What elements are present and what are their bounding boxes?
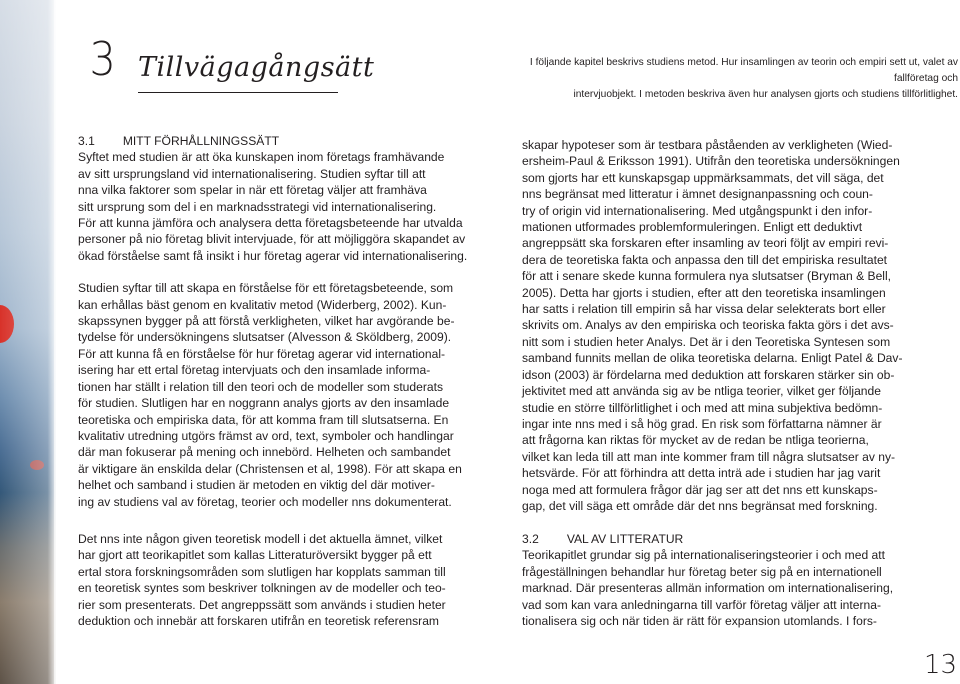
right-column-lower [522,531,932,629]
text-line: skapssynen bygger på att förstå verkligheten, vilket har avgörande be- [78,314,455,329]
text-line: tydelse för undersökningens slutsatser (Alvesson & Sköldberg, 2009). [78,330,452,345]
text-line: en teoretisk syntes som beskriver tolkningen av de modeller och teo- [78,581,446,596]
text-line: angreppsätt ska forskaren efter insamling av teori följt av empiri revi- [522,236,889,251]
text-line: try of origin vid internationalisering. Med utgångspunkt i den infor- [522,203,873,218]
text-line: ingar inte nns med i så hög grad. En risk som författarna nämner är [522,416,882,431]
left-column-lower [78,531,480,629]
text-line: teoretiska och empiriska data, för att komma fram till slutsatserna. En [78,412,449,427]
chapter-intro [506,55,958,103]
text-line: rier som presenterats. Det angreppssätt som används i studien heter [78,597,446,612]
text-line: ersheim-Paul & Eriksson 1991). Utifrån den teoretiska undersökningen [522,154,900,169]
section-heading [78,133,480,149]
text-line: ertal stora forskningsområden som slutligen har kopplats samman till [78,564,446,579]
text-line: tionalisera sig och när tiden är rätt för expansion utomlands. I fors- [522,614,877,629]
text-line: av sitt ursprungsland vid internationalisering. Studien syftar till att [78,166,426,181]
text-line: Det nns inte någon given teoretisk modell i det aktuella ämnet, vilket [78,532,443,546]
text-line: ökad förståelse samt få insikt i hur företag agerar vid internationalisering. [78,248,468,263]
text-line: där man fokuserar på mening och innebörd. Helheten och sambandet [78,445,451,460]
text-line: sitt ursprung som del i en marknadsstrategi vid internationalisering. [78,199,437,214]
page-number: 13 [924,650,958,680]
text-line: För att kunna få en förståelse för hur företag agerar vid international- [78,346,446,361]
right-column [522,137,932,514]
text-line: samband funnits mellan de olika teoretiska delarna. Enligt Patel & Dav- [522,351,903,366]
text-line: för studien. Slutligen har en noggrann analys gjorts av den insamlade [78,396,450,411]
text-line: har gjort att teorikapitlet som kallas Litteraturöversikt bygger på ett [78,548,432,563]
text-line: 2005). Detta har gjorts i studien, efter att den teoretiska insamlingen [522,285,886,300]
left-column [78,133,480,510]
section-number: 3.2 [522,532,539,546]
text-line: idson (2003) är fördelarna med deduktion att forskaren stärker sin ob- [522,367,895,382]
decorative-photo-strip [0,0,56,684]
text-line: nns begränsat med litteratur i ämnet designanpassning och coun- [522,187,873,202]
text-line: kan erhållas bäst genom en kvalitativ metod (Widerberg, 2002). Kun- [78,297,447,312]
section-number: 3.1 [78,134,95,148]
photo-fade-edge [54,0,76,684]
text-line: har satts i relation till empirin så har vissa delar selekterats bort eller [522,302,886,317]
chapter-title: Tillvägagångsätt [138,52,375,83]
text-line: att frågorna kan riktas för mycket av de redan be ntliga teorierna, [522,433,869,448]
text-line: studie en större tillförlitlighet i och med att mina subjektiva bedömn- [522,400,883,415]
text-line: är viktigare än enskilda delar (Christensen et al, 1998). För att skapa en [78,461,462,476]
text-line: marknad. Där presenteras allmän information om internationalisering, [522,581,894,596]
text-line: mationen utformades problemformuleringen. Enligt ett deduktivt [522,220,863,235]
text-line: Syftet med studien är att öka kunskapen inom företags framhävande [78,150,445,165]
text-line: dera de teoretiska fakta och anpassa den till det empiriska resultatet [522,252,888,267]
text-line: för att i senare skede kunna formulera nya slutsatser (Bryman & Bell, [522,269,892,284]
section-title: MITT FÖRHÅLLNINGSSÄTT [122,134,280,148]
chapter-title-underline [138,92,338,93]
text-line: personer på nio företag blivit intervjuade, för att möjliggöra skapandet av [78,232,466,247]
text-line: deduktion och innebär att forskaren utifrån en teoretisk referensram [78,614,439,629]
section-heading [522,531,932,547]
text-line: noga med att formulera frågor där jag ser att det nns ett kunskaps- [522,482,878,497]
section-title: VAL AV LITTERATUR [566,532,684,546]
text-line: tionen har ställt i relation till den teori och de modeller som studerats [78,379,444,394]
intro-line: intervjuobjekt. I metoden beskriva även hur analysen gjorts och studiens tillförlitlighet. [573,89,958,100]
text-line: gap, det vill säga ett område där det nns begränsat med forskning. [522,498,878,513]
text-line: skapar hypoteser som är testbara påståenden av verkligheten (Wied- [522,138,893,152]
text-line: vilket kan leda till att man inte kommer fram till några slutsatser av ny- [522,449,896,464]
text-line: kvalitativ utredning utgörs främst av ord, text, symboler och handlingar [78,428,454,443]
text-line: helhet och samband i studien är metoden en viktig del där motiver- [78,478,435,493]
text-line: nna vilka faktorer som spelar in när ett företag väljer att framhäva [78,183,427,198]
intro-line: I följande kapitel beskrivs studiens metod. Hur insamlingen av teorin och empiri sett ut, valet av fallföretag och [529,57,958,84]
text-line: ing av studiens val av företag, teorier och modeller nns dokumenterat. [78,494,452,509]
text-line: hetsvärde. För att förhindra att detta inträ ade i studien har jag varit [522,466,881,481]
text-line: Teorikapitlet grundar sig på internationaliseringsteorier i och med att [522,548,886,563]
text-line: vad som kan vara anledningarna till varför företag väljer att interna- [522,597,881,612]
text-line: Studien syftar till att skapa en förståelse för ett företagsbeteende, som [78,281,454,296]
text-line: nitt som i studien heter Analys. Det är i den Teoretiska Syntesen som [522,334,891,349]
text-line: som gjorts har ett kunskapsgap uppmärksammats, det vill säga, det [522,170,884,185]
text-line: För att kunna jämföra och analysera detta företagsbeteende har utvalda [78,216,463,231]
chapter-number: 3 [89,32,116,86]
text-line: isering har ett ertal företag intervjuats och den insamlade informa- [78,363,431,378]
text-line: skrivits om. Analys av den empiriska och teoriska fakta görs i det avs- [522,318,894,333]
text-line: jektivitet med att använda sig av be ntliga teorier, vilket ger följande [522,384,881,399]
text-line: frågeställningen behandlar hur företag beter sig på en internationell [522,564,882,579]
photo-haze-overlay [0,0,56,684]
